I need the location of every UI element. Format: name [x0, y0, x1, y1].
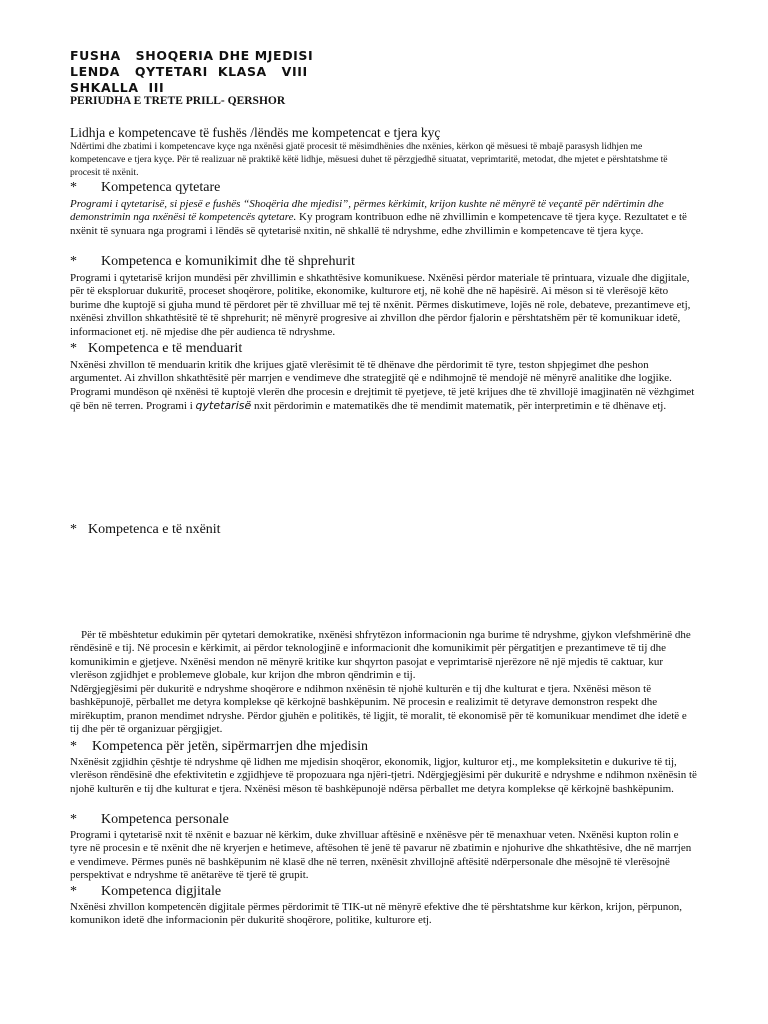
bullet-star: *: [70, 739, 77, 754]
section-heading-personale: [70, 812, 229, 828]
section-heading-jeten: [70, 739, 368, 755]
section-title: Kompetenca qytetare: [101, 180, 221, 195]
section-title: Kompetenca për jetën, sipërmarrjen dhe mjedisin: [92, 739, 369, 754]
header-lenda: LENDA QYTETARI KLASA VIII: [70, 64, 308, 79]
section-heading-komunikimi: [70, 254, 355, 270]
bullet-star: *: [70, 522, 77, 537]
bullet-star: *: [70, 180, 77, 195]
section-heading-nxenit: [70, 522, 221, 538]
bullet-star: *: [70, 812, 77, 827]
intro-title: Lidhja e kompetencave të fushës /lëndës me kompetencat e tjera kyç: [70, 125, 441, 140]
paragraph-rest: Ky program kontribuon edhe në zhvillimin e kompetencave të tjera kyçe. Rezultatet e të nxënit të synuara nga programi i lëndës së qytetarisë nxitin, në shkallë të ndryshme, edhe zhvillimin e kompetencave të tjera kyçe.: [70, 211, 687, 237]
header-shkalla: SHKALLA III: [70, 80, 165, 95]
section-paragraph-menduarit: [70, 359, 698, 414]
section-paragraph-personale: Programi i qytetarisë nxit të nxënit e bazuar në kërkim, duke zhvilluar aftësinë e nxënësve për të menaxhuar veten. Nxënësi kupton rolin e tyre në procesin e të nxënit dhe në kryerjen e hetimeve, aftësohen të jenë të pavarur në zbatimin e njohurive dhe shkathtësive, dhe në marrjen e vendimeve. Përmes punës në bashkëpunim në klasë dhe në terren, nxënësit zhvillojnë aftësitë ndërpersonale dhe mësojnë të vlerësojnë perspektivat e ndryshme të anëtarëve të tjerë të grupit.: [70, 829, 692, 882]
section-paragraph-qytetare: [70, 198, 698, 238]
paragraph-part: Nxënësi zhvillon të menduarin kritik dhe krijues gjatë vlerësimit të të dhënave dhe përdorimit të tyre, teston shpjegimet dhe peshon argumentet. Ai zhvillon shkathtësitë për marrjen e vendimeve dhe strategjitë që e ndihmojnë të mendojë në mënyrë analitike dhe logjike. Programi mundëson që nxënësi të kuptojë vlerën dhe procesin e drejtimit të pyetjeve, të jetë krijues dhe të zhvillojë imagjinatën në vëzhgimet që bën në terren. Programi i: [70, 359, 695, 413]
section-title: Kompetenca e të menduarit: [88, 341, 243, 356]
bullet-star: *: [70, 884, 77, 899]
bullet-star: *: [70, 254, 77, 269]
section-title: Kompetenca personale: [101, 812, 229, 827]
section-paragraph-digjitale: Nxënësi zhvillon kompetencën digjitale përmes përdorimit të TIK-ut në mënyrë efektive dhe të përshtatshme kur kërkon, krijon, përpunon, komunikon idetë dhe informacionin për dukuritë shoqërore, politike, kulturore etj.: [70, 901, 682, 927]
section-title: Kompetenca e të nxënit: [88, 522, 221, 537]
section-paragraph-nxenit: Për të mbështetur edukimin për qytetari demokratike, nxënësi shfrytëzon informacionin nga burime të ndryshme, gjykon vlefshmërinë dhe rëndësinë e tij. Në procesin e kërkimit, ai përdor teknologjinë e informacionit dhe komunikimit për përgatitjen e prezantimeve të tij dhe komunikimin e gjetjeve. Nxënësi mendon në mënyrë kritike kur shqyrton pasojat e veprimtarisë njerëzore në një mjedis të caktuar, kur vlerëson zgjidhjet e problemeve globale, kur krijon dhe mbron qëndrimin e tij.: [70, 629, 694, 682]
header-fusha: FUSHA SHOQERIA DHE MJEDISI: [70, 48, 314, 63]
italic-lead: Programi i qytetarisë, si pjesë e fushës “Shoqëria dhe mjedisi”, përmes kërkimit, krijon kushte në mënyrë të veçantë për ndërtimin dhe demonstrimin nga nxënësi të kompetencës qytetare.: [70, 198, 664, 224]
bullet-star: *: [70, 341, 77, 356]
section-paragraph-komunikimi: Programi i qytetarisë krijon mundësi për zhvillimin e shkathtësive komunikuese. Nxënësi përdor materiale të printuara, vizuale dhe digjitale, për të eksploruar dukuritë, proceset shoqërore, politike, ekonomike, kulturore etj, në kohë dhe në hapësirë. Ai mëson si të vlerësojë këto burime dhe kuptojë si gjuha mund të përdoret për të zhvilluar më tej të nxënit. Përmes diskutimeve, lojës në role, debateve, prezantimeve etj, nxënësi zhvillon shkathtësitë të të shprehurit; në mënyrë progresive ai zhvillon dhe përdor fjalorin e përshtatshëm për të komunikuar idetë, informacionet etj. në mjedise dhe për audienca të ndryshme.: [70, 272, 691, 338]
section-heading-digjitale: [70, 884, 221, 900]
section-title: Kompetenca e komunikimit dhe të shprehurit: [101, 254, 355, 269]
section-heading-menduarit: [70, 341, 242, 357]
highlighted-word: qytetarisë: [195, 399, 252, 413]
section-paragraph-nxenit-2: Ndërgjegjësimi për dukuritë e ndryshme shoqërore e ndihmon nxënësin të njohë kulturën e tij dhe kulturat e tjera. Nxënësi mëson të bashkëpunojë, përballet me detyra komplekse që kërkojnë bashkëpunim. Në procesin e realizimit të detyrave demonstron respekt dhe mirëkuptim, pranon mendimet ndryshe. Përdor gjuhën e politikës, të ligjit, të moralit, të ekonomisë për të komunikuar mendimet dhe idetë e tij dhe për të organizuar përgjigjet.: [70, 683, 687, 736]
intro-paragraph: Ndërtimi dhe zbatimi i kompetencave kyçe nga nxënësi gjatë procesit të mësimdhënies dhe nxënies, kërkon që mësuesi të mbajë parasysh lidhjen me kompetencave e tjera kyçe. Për të realizuar në praktikë këtë lidhje, mësuesi duhet të përzgjedhë situatat, veprimtaritë, metodat, dhe mjetet e përshtatshme të procesit të nxënit.: [70, 141, 668, 178]
paragraph-part: nxit përdorimin e matematikës dhe të mendimit matematik, për interpretimin e të dhënave etj.: [251, 400, 667, 413]
section-title: Kompetenca digjitale: [101, 884, 222, 899]
header-periudha: PERIUDHA E TRETE PRILL- QERSHOR: [70, 95, 286, 107]
section-paragraph-jeten: Nxënësit zgjidhin çështje të ndryshme që lidhen me mjedisin shoqëror, ekonomik, ligjor, kulturor etj., me kompleksitetin e dukurive të tij, vlerëson rëndësinë dhe efektivitetin e zgjidhjeve të propozuara nga njëri-tjetri. Ndërgjegjësimi për dukuritë e ndryshme e ndihmon nxënësin të njohë kulturën e tij dhe kulturat e tjera. Nxënësi mëson të bashkëpunojë ndërsa përballet me detyra komplekse që kërkojnë bashkëpunim.: [70, 756, 697, 795]
section-heading-qytetare: [70, 180, 220, 196]
